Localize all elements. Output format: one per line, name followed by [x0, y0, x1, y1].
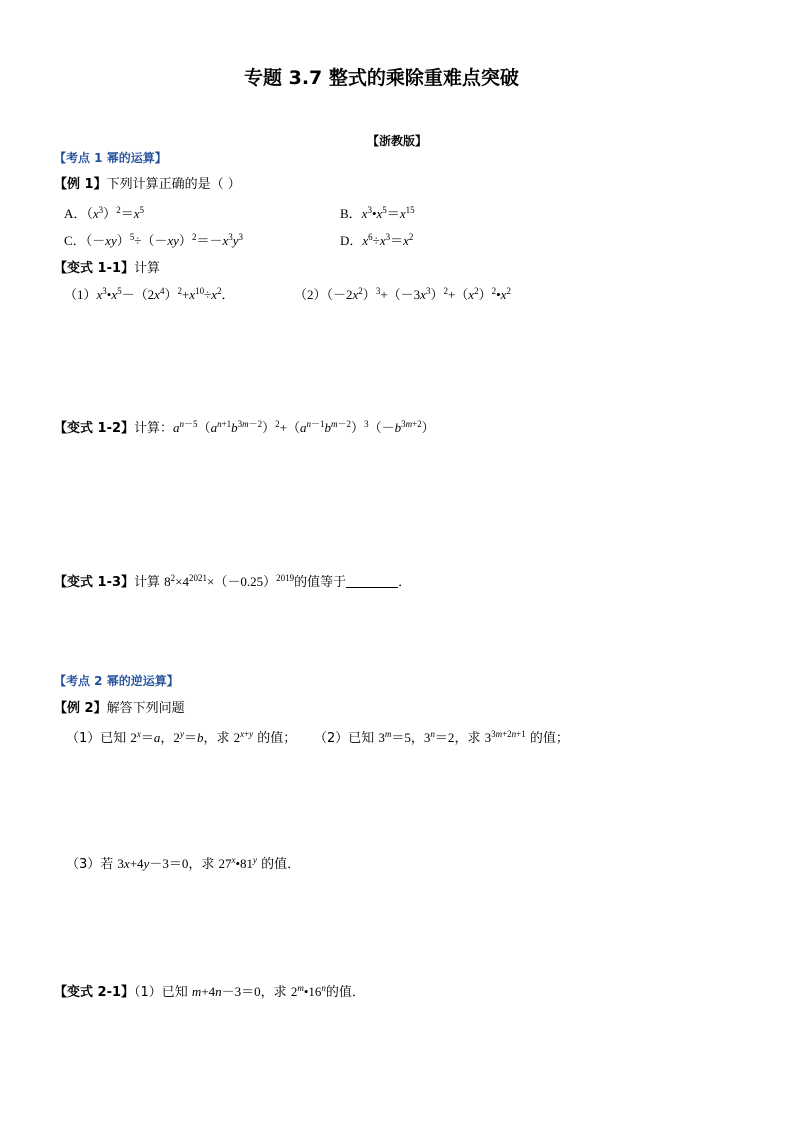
- variant-1-2: 【变式 1-2】计算：$a^{n-5}(a^{n+1}b^{3m-2})^2+(a^{n-1}b^{m-2})^3(-b^{3m+2})$: [54, 419, 435, 436]
- variant-1-1-text: 计算: [134, 261, 161, 276]
- example-1-option-c: C．$(-xy)^5\div(-xy)^2=-x^3y^3$: [64, 232, 244, 248]
- example-2-text: 解答下列问题: [106, 701, 185, 716]
- example-2: [54, 701, 185, 717]
- example-1-option-b: B．$x^3•x^5=x^{15}$: [340, 205, 415, 221]
- example-1-question: 下列计算正确的是（ ）: [106, 177, 241, 192]
- page-title-text: 专题 3.7 整式的乘除重难点突破: [244, 67, 519, 89]
- example-1-option-a: A．$(x^3)^2=x^5$: [64, 205, 144, 221]
- variant-1-1: [54, 261, 160, 277]
- example-2-prefix: 【例 2】: [54, 701, 107, 716]
- variant-1-2-prefix: 【变式 1-2】: [54, 421, 135, 436]
- variant-1-3-end: ．: [398, 574, 412, 589]
- edition-label: 【浙教版】: [367, 134, 428, 148]
- section-heading-2: 【考点 2 幂的逆运算】: [54, 674, 179, 688]
- section-heading-1: 【考点 1 幂的运算】: [54, 151, 167, 165]
- example-2-part-2: （2）已知 $3^m=5$，$3^n=2$，求 $3^{3m+2n+1}$ 的值；: [314, 729, 569, 746]
- example-1-prefix: 【例 1】: [54, 177, 107, 192]
- variant-1-3-prefix: 【变式 1-3】: [54, 575, 135, 590]
- example-2-part-3: （3）若 3x+4y－3＝0，求 27$^x$•81$^y$ 的值．: [66, 855, 301, 872]
- variant-1-3: 【变式 1-3】计算 $8^2\times 4^{2021}\times(-0.25)^{2019}$的值等于 ．: [54, 573, 412, 590]
- example-1: [54, 177, 241, 193]
- variant-2-1: 【变式 2-1】（1）已知 m+4n－3＝0，求 2$^m$•16$^n$的值．: [54, 983, 365, 1000]
- answer-blank[interactable]: [346, 575, 398, 588]
- page-title: [244, 67, 519, 89]
- variant-1-1-prefix: 【变式 1-1】: [54, 261, 135, 276]
- example-2-part-1: （1）已知 $2^x=a$，$2^y=b$，求 $2^{x+y}$ 的值；: [66, 729, 297, 746]
- variant-1-1-part-2: $(2)(-2x^2)^3+(-3x^3)^2+(x^2)^2•x^2$: [294, 286, 511, 302]
- variant-1-1-part-1: $(1)x^3•x^5-(2x^4)^2+x^{10}\div x^2$．: [64, 286, 235, 302]
- variant-2-1-prefix: 【变式 2-1】: [54, 985, 135, 1000]
- example-1-option-d: D．$x^6\div x^3=x^2$: [340, 232, 414, 248]
